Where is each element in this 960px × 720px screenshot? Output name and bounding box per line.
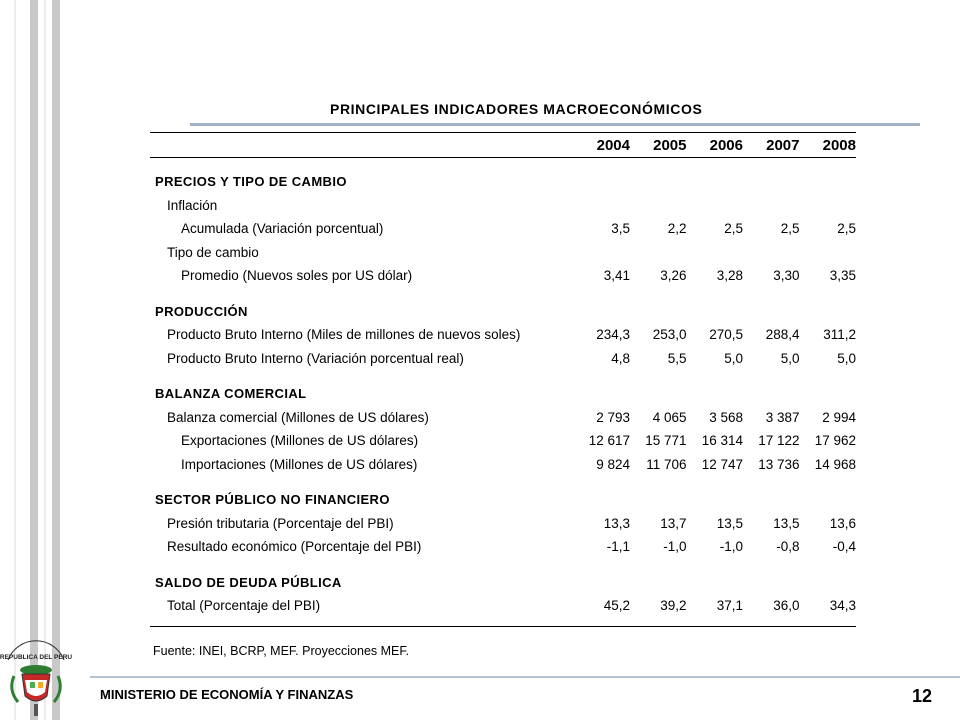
row-label: Balanza comercial (Millones de US dólares) bbox=[167, 409, 429, 425]
year-header: 2005 bbox=[653, 136, 687, 154]
value-cell: 5,5 bbox=[667, 350, 687, 366]
table-row bbox=[150, 323, 856, 347]
value-cell: 2,5 bbox=[837, 221, 856, 237]
year-header: 2004 bbox=[596, 136, 630, 154]
value-cell: 39,2 bbox=[660, 598, 687, 614]
section-heading: SALDO DE DEUDA PÚBLICA bbox=[155, 574, 342, 590]
section-heading-row bbox=[150, 488, 856, 512]
section-gap bbox=[150, 158, 856, 170]
value-cell: 2,2 bbox=[667, 221, 687, 237]
section-gap bbox=[150, 288, 856, 300]
table-row bbox=[150, 406, 856, 430]
value-cell: 13,3 bbox=[603, 515, 630, 531]
table-body bbox=[150, 158, 856, 618]
value-cell: 14 968 bbox=[814, 456, 856, 472]
section-heading: BALANZA COMERCIAL bbox=[155, 386, 307, 402]
table-header-row bbox=[150, 133, 856, 157]
peru-coat-of-arms-icon bbox=[0, 630, 72, 720]
section-heading: PRECIOS Y TIPO DE CAMBIO bbox=[155, 174, 347, 190]
value-cell: 288,4 bbox=[765, 327, 800, 343]
page-title: PRINCIPALES INDICADORES MACROECONÓMICOS bbox=[330, 101, 703, 117]
row-label: Acumulada (Variación porcentual) bbox=[181, 221, 384, 237]
value-cell: 37,1 bbox=[716, 598, 743, 614]
value-cell: 4 065 bbox=[652, 409, 687, 425]
row-label: Tipo de cambio bbox=[167, 244, 259, 260]
value-cell: 3,30 bbox=[773, 268, 800, 284]
value-cell: 2,5 bbox=[724, 221, 743, 237]
table-row bbox=[150, 453, 856, 477]
value-cell: 17 122 bbox=[758, 433, 800, 449]
section-heading: PRODUCCIÓN bbox=[155, 303, 248, 319]
value-cell: 270,5 bbox=[709, 327, 743, 343]
table-row bbox=[150, 535, 856, 559]
value-cell: 3,26 bbox=[660, 268, 687, 284]
source-note: Fuente: INEI, BCRP, MEF. Proyecciones MEF. bbox=[153, 644, 410, 658]
decorative-bar bbox=[52, 0, 60, 720]
value-cell: -1,0 bbox=[719, 539, 743, 555]
table-row bbox=[150, 347, 856, 371]
value-cell: -0,8 bbox=[776, 539, 800, 555]
value-cell: 34,3 bbox=[829, 598, 856, 614]
row-label: Total (Porcentaje del PBI) bbox=[167, 598, 321, 614]
value-cell: 16 314 bbox=[701, 433, 743, 449]
value-cell: 3 568 bbox=[709, 409, 743, 425]
value-cell: 12 747 bbox=[701, 456, 743, 472]
row-label: Exportaciones (Millones de US dólares) bbox=[181, 433, 419, 449]
row-label: Resultado económico (Porcentaje del PBI) bbox=[167, 539, 422, 555]
value-cell: -1,0 bbox=[663, 539, 687, 555]
value-cell: 17 962 bbox=[814, 433, 856, 449]
section-heading: SECTOR PÚBLICO NO FINANCIERO bbox=[155, 492, 390, 508]
value-cell: -1,1 bbox=[606, 539, 630, 555]
value-cell: 3,35 bbox=[829, 268, 856, 284]
value-cell: 13,5 bbox=[716, 515, 743, 531]
section-heading-row bbox=[150, 300, 856, 324]
value-cell: 3,41 bbox=[603, 268, 630, 284]
value-cell: 253,0 bbox=[652, 327, 687, 343]
ministry-name: MINISTERIO DE ECONOMÍA Y FINANZAS bbox=[100, 687, 354, 702]
section-heading-row bbox=[150, 382, 856, 406]
value-cell: -0,4 bbox=[832, 539, 856, 555]
value-cell: 36,0 bbox=[773, 598, 800, 614]
table-row bbox=[150, 264, 856, 288]
value-cell: 13,5 bbox=[773, 515, 800, 531]
row-label: Presión tributaria (Porcentaje del PBI) bbox=[167, 515, 394, 531]
section-heading-row bbox=[150, 571, 856, 595]
indicators-table bbox=[150, 132, 856, 627]
table-row bbox=[150, 512, 856, 536]
value-cell: 5,0 bbox=[780, 350, 800, 366]
value-cell: 9 824 bbox=[596, 456, 630, 472]
value-cell: 13,6 bbox=[829, 515, 856, 531]
table-row bbox=[150, 194, 856, 218]
section-gap bbox=[150, 559, 856, 571]
section-gap bbox=[150, 370, 856, 382]
value-cell: 2,5 bbox=[780, 221, 800, 237]
year-header: 2008 bbox=[822, 136, 856, 154]
value-cell: 5,0 bbox=[724, 350, 743, 366]
value-cell: 3,5 bbox=[611, 221, 630, 237]
value-cell: 15 771 bbox=[645, 433, 687, 449]
value-cell: 13,7 bbox=[660, 515, 687, 531]
value-cell: 12 617 bbox=[588, 433, 630, 449]
page-number: 12 bbox=[912, 686, 933, 706]
value-cell: 3 387 bbox=[765, 409, 800, 425]
value-cell: 5,0 bbox=[837, 350, 856, 366]
value-cell: 45,2 bbox=[603, 598, 630, 614]
title-underline bbox=[190, 123, 920, 126]
year-header: 2007 bbox=[766, 136, 800, 154]
row-label: Promedio (Nuevos soles por US dólar) bbox=[181, 268, 413, 284]
value-cell: 234,3 bbox=[596, 327, 630, 343]
value-cell: 2 994 bbox=[822, 409, 856, 425]
section-heading-row bbox=[150, 170, 856, 194]
table-row bbox=[150, 594, 856, 618]
section-gap bbox=[150, 476, 856, 488]
table-bottom-rule bbox=[150, 626, 856, 627]
year-header: 2006 bbox=[709, 136, 743, 154]
row-label: Importaciones (Millones de US dólares) bbox=[181, 456, 418, 472]
value-cell: 2 793 bbox=[596, 409, 630, 425]
table-row bbox=[150, 217, 856, 241]
value-cell: 3,28 bbox=[716, 268, 743, 284]
seal-text: REPUBLICA DEL PERU bbox=[0, 654, 72, 661]
footer-rule bbox=[90, 676, 960, 678]
value-cell: 4,8 bbox=[611, 350, 630, 366]
row-label: Producto Bruto Interno (Variación porcentual real) bbox=[167, 350, 464, 366]
value-cell: 13 736 bbox=[758, 456, 800, 472]
row-label: Producto Bruto Interno (Miles de millones de nuevos soles) bbox=[167, 327, 521, 343]
row-label: Inflación bbox=[167, 197, 218, 213]
table-row bbox=[150, 429, 856, 453]
value-cell: 311,2 bbox=[823, 327, 856, 343]
table-row bbox=[150, 241, 856, 265]
decorative-bar bbox=[30, 0, 38, 720]
value-cell: 11 706 bbox=[646, 456, 687, 472]
